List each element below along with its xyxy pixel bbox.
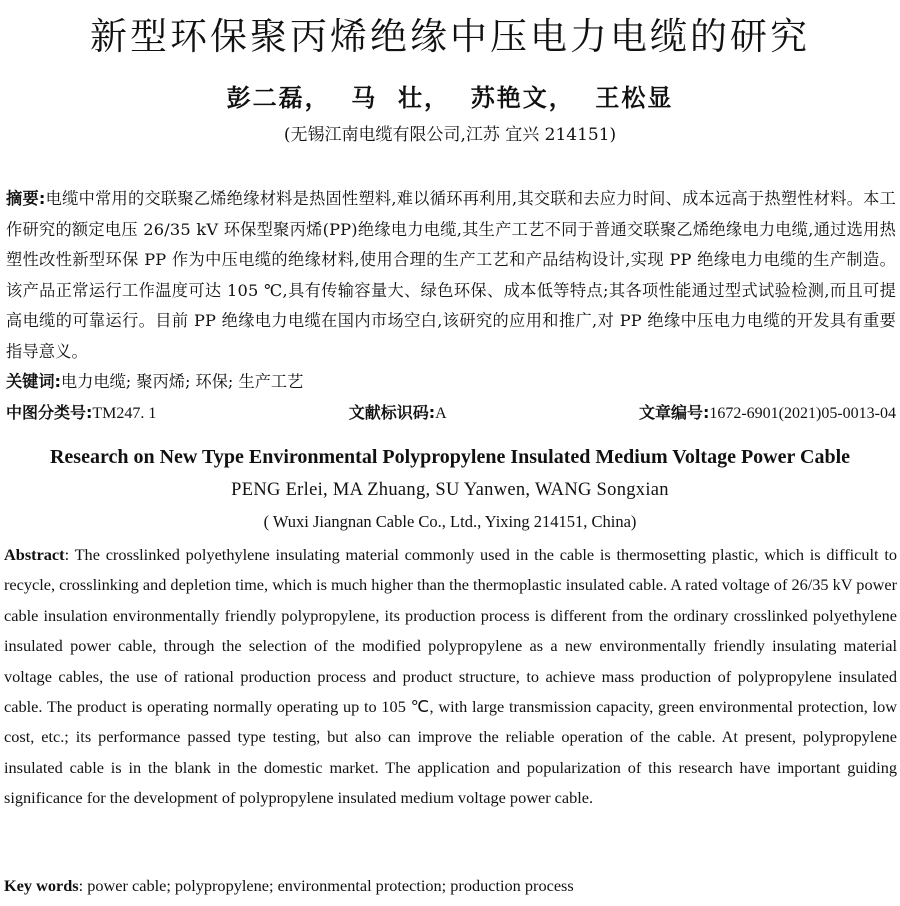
chinese-keywords-label: 关键词: [6, 372, 62, 391]
english-keywords-label: Key words [4, 876, 79, 895]
english-abstract-separator: : [64, 545, 75, 564]
chinese-authors: 彭二磊， 马 壮， 苏艳文， 王松显 [226, 83, 674, 112]
document-code-value: A [435, 405, 447, 422]
document-code-label: 文献标识码: [348, 403, 436, 422]
clc-value: TM247. 1 [92, 405, 157, 422]
english-abstract-text: The crosslinked polyethylene insulating material commonly used in the cable is thermosetting plastic, which is difficult to recycle, crosslinking and depletion time, which is much higher than the thermoplastic insulated cable. A rated voltage of 26/35 kV power cable insulation environmentally friendly polypropylene, its production process is different from the ordinary crosslinked polyethylene insulated power cable, through the selection of the modified polypropylene as a new environmentally friendly insulating material voltage cables, the use of rational production process and product structure, to achieve mass production of polypropylene insulated cable. The product is operating normally operating up to 105 ℃, with large transmission capacity, green environmental protection, low cost, etc.; its performance passed type testing, but also can improve the reliable operation of the cable. At present, polypropylene insulated cable is in the blank in the domestic market. The application and popularization of this research have important guiding significance for the development of polypropylene insulated medium voltage power cable. [4, 545, 897, 808]
chinese-keywords [6, 368, 303, 392]
chinese-title: 新型环保聚丙烯绝缘中压电力电缆的研究 [90, 15, 810, 58]
chinese-affiliation: (无锡江南电缆有限公司,江苏 宜兴 214151) [283, 125, 617, 145]
english-authors: PENG Erlei, MA Zhuang, SU Yanwen, WANG Songxian [231, 480, 669, 500]
clc-number [6, 400, 156, 423]
classification-line [6, 400, 896, 423]
english-affiliation: ( Wuxi Jiangnan Cable Co., Ltd., Yixing 214151, China) [263, 512, 637, 531]
english-title: Research on New Type Environmental Polypropylene Insulated Medium Voltage Power Cable [49, 446, 851, 468]
chinese-abstract-label: 摘要: [6, 189, 46, 208]
english-keywords-separator: : [78, 876, 88, 895]
english-abstract [4, 540, 897, 814]
english-keywords-text: power cable; polypropylene; environmental protection; production process [87, 876, 574, 895]
chinese-abstract-text: 电缆中常用的交联聚乙烯绝缘材料是热固性塑料,难以循环再利用,其交联和去应力时间、成本远高于热塑性材料。本工作研究的额定电压 26/35 kV 环保型聚丙烯(PP)绝缘电力电缆,其生产工艺不同于普通交联聚乙烯绝缘电力电缆,通过选用热塑性改性新型环保 PP 作为中压电缆的绝缘材料,使用合理的生产工艺和产品结构设计,实现 PP 绝缘电力电缆的生产制造。该产品正常运行工作温度可达 105 ℃,具有传输容量大、绿色环保、成本低等特点;其各项性能通过型式试验检测,而且可提高电缆的可靠运行。目前 PP 绝缘电力电缆在国内市场空白,该研究的应用和推广,对 PP 绝缘中压电力电缆的开发具有重要指导意义。 [6, 189, 897, 361]
english-abstract-label: Abstract [4, 545, 65, 564]
clc-label: 中图分类号: [6, 403, 93, 422]
english-keywords [4, 876, 574, 896]
article-number [639, 400, 896, 423]
article-number-value: 1672-6901(2021)05-0013-04 [709, 405, 896, 422]
document-code [349, 400, 447, 423]
article-number-label: 文章编号: [638, 403, 710, 422]
chinese-abstract [6, 184, 896, 368]
chinese-keywords-text: 电力电缆; 聚丙烯; 环保; 生产工艺 [61, 372, 304, 391]
